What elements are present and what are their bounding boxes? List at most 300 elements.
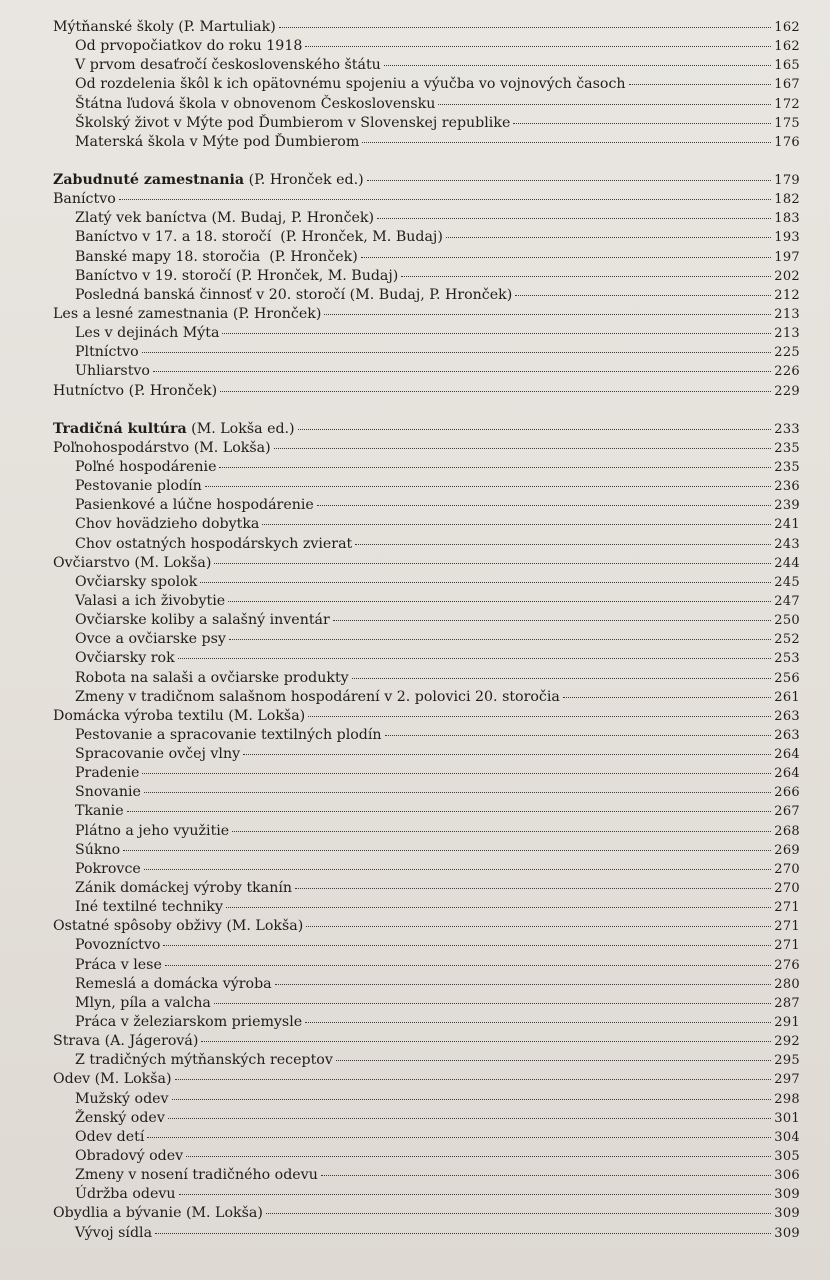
entry-heading: Poľné hospodárenie [75,458,217,475]
entry-heading: Ženský odev [75,1109,165,1126]
entry-title [75,1128,144,1147]
entry-title [75,841,120,860]
entry-title [75,1051,333,1070]
dot-leader [305,1022,771,1023]
entry-heading: Odev [53,1071,91,1088]
page-number: 305 [774,1149,800,1165]
entry-author: (M. Budaj, P. Hronček) [206,210,375,227]
toc-subentry [53,898,800,917]
entry-title [75,822,229,841]
toc-entry [53,707,800,726]
entry-heading: Pasienkové a lúčne hospodárenie [75,497,314,514]
entry-title [75,248,358,267]
toc-subentry [53,37,800,56]
dot-leader [367,180,772,181]
dot-leader [321,1175,771,1176]
dot-leader [153,371,771,372]
entry-heading: Ostatné spôsoby obživy [53,918,222,935]
toc-subentry [53,114,800,133]
entry-title [75,630,226,649]
toc-subentry [53,745,800,764]
entry-title [53,707,305,726]
page-number: 266 [774,785,800,801]
dot-leader [186,1156,771,1157]
entry-author: (P. Hronček) [260,248,358,265]
toc-section [53,18,800,152]
dot-leader [168,1118,771,1119]
entry-title [75,343,139,362]
page-number: 235 [774,459,800,475]
toc-subentry [53,956,800,975]
toc-subentry [53,1166,800,1185]
toc-subentry [53,1090,800,1109]
page-number: 202 [774,268,800,284]
entry-title [75,477,202,496]
dot-leader [324,314,771,315]
entry-title [75,879,292,898]
dot-leader [226,907,771,908]
page-number: 162 [774,39,800,55]
dot-leader [274,448,772,449]
dot-leader [266,1213,771,1214]
dot-leader [144,869,771,870]
entry-author: (P. Hronček) [124,382,218,399]
toc-subentry [53,860,800,879]
page-number: 197 [774,249,800,265]
entry-title [53,382,217,401]
page-number: 244 [774,555,800,571]
dot-leader [295,888,771,889]
entry-title [75,496,314,515]
part-heading: Zabudnuté zamestnania [53,171,245,188]
entry-heading: Školský život v Mýte pod Ďumbierom v Slovenskej republike [75,114,511,131]
entry-title [75,783,141,802]
page-number: 241 [774,517,800,533]
entry-heading: Posledná banská činnosť v 20. storočí [75,286,346,303]
page-number: 271 [774,900,800,916]
toc-subentry [53,1013,800,1032]
page-number: 239 [774,498,800,514]
page-number: 268 [774,823,800,839]
dot-leader [144,792,771,793]
dot-leader [142,352,772,353]
dot-leader [155,1233,771,1234]
toc-entry [53,1204,800,1223]
toc-subentry [53,841,800,860]
entry-title [75,286,512,305]
toc-subentry [53,1224,800,1243]
page-number: 306 [774,1168,800,1184]
page-number: 263 [774,708,800,724]
entry-heading: Od prvopočiatkov do roku 1918 [75,38,303,55]
entry-heading: Les v dejinách Mýta [75,325,220,342]
page-number: 247 [774,593,800,609]
entry-heading: Remeslá a domácka výroba [75,975,272,992]
entry-title [75,458,216,477]
page-number: 225 [774,345,800,361]
toc-subentry [53,228,800,247]
dot-leader [333,620,771,621]
toc-subentry [53,133,800,152]
entry-title [75,975,272,994]
page-number: 263 [774,727,800,743]
toc-subentry [53,286,800,305]
entry-heading: Pokrovce [75,860,141,877]
entry-heading: Materská škola v Mýte pod Ďumbierom [75,133,360,150]
dot-leader [178,658,772,659]
entry-author: (M. Lokša ed.) [186,420,295,437]
entry-title [75,1224,152,1243]
entry-title [75,994,211,1013]
toc-entry [53,1032,800,1051]
page-number: 229 [774,383,800,399]
toc-subentry [53,592,800,611]
entry-heading: V prvom desaťročí československého štátu [75,57,381,74]
entry-title [53,1032,198,1051]
page-number: 212 [774,287,800,303]
dot-leader [220,391,771,392]
toc-subentry [53,726,800,745]
dot-leader [308,716,771,717]
entry-heading: Valasi a ich živobytie [75,592,226,609]
toc-subentry [53,649,800,668]
toc-entry [53,1070,800,1089]
toc-subentry [53,477,800,496]
toc-subentry [53,822,800,841]
page-number: 167 [774,77,800,93]
toc-subentry [53,764,800,783]
page-number: 292 [774,1034,800,1050]
page-number: 298 [774,1091,800,1107]
page-number: 172 [774,96,800,112]
entry-heading: Ovčiarstvo [53,554,130,571]
entry-title [75,228,443,247]
entry-heading: Domácka výroba textilu [53,707,224,724]
entry-heading: Práca v železiarskom priemysle [75,1014,303,1031]
entry-heading: Ovčiarsky spolok [75,573,198,590]
entry-title [53,190,116,209]
page-number: 267 [774,804,800,820]
toc-subentry [53,267,800,286]
entry-title [53,439,271,458]
dot-leader [279,27,772,28]
entry-author: (M. Lokša) [189,439,271,456]
dot-leader [123,850,771,851]
page-number: 253 [774,651,800,667]
dot-leader [317,505,771,506]
dot-leader [214,1003,771,1004]
page-number: 291 [774,1015,800,1031]
entry-title [53,420,295,439]
entry-heading: Vývoj sídla [75,1224,153,1241]
page-number: 236 [774,479,800,495]
page-number: 270 [774,861,800,877]
entry-author: (M. Lokša) [129,554,212,571]
dot-leader [147,1137,771,1138]
toc-subentry [53,343,800,362]
entry-heading: Iné textilné techniky [75,899,224,916]
entry-author: (M. Lokša) [181,1205,263,1222]
dot-leader [163,945,771,946]
entry-title [75,75,626,94]
page-number: 264 [774,766,800,782]
dot-leader [306,926,771,927]
entry-heading: Obradový odev [75,1148,184,1165]
dot-leader [222,333,771,334]
page-number: 179 [774,172,800,188]
entry-title [75,209,374,228]
entry-title [53,917,303,936]
page-number: 193 [774,230,800,246]
entry-title [53,554,211,573]
toc-subentry [53,1147,800,1166]
toc-subentry [53,783,800,802]
dot-leader [142,773,771,774]
dot-leader [384,65,771,66]
dot-leader [172,1099,772,1100]
page-number: 276 [774,957,800,973]
toc-subentry [53,879,800,898]
toc-subentry [53,56,800,75]
entry-title [75,1147,183,1166]
entry-heading: Zmeny v nosení tradičného odevu [75,1167,318,1184]
page-number: 287 [774,995,800,1011]
entry-title [75,688,560,707]
dot-leader [175,1079,772,1080]
dot-leader [361,257,772,258]
dot-leader [377,218,771,219]
entry-heading: Strava [53,1033,101,1050]
entry-title [75,515,259,534]
entry-heading: Ovčiarsky rok [75,650,175,667]
page-number: 245 [774,574,800,590]
table-of-contents [53,18,800,1243]
entry-title [75,802,124,821]
entry-title [75,860,141,879]
entry-heading: Chov hovädzieho dobytka [75,516,260,533]
page-number: 250 [774,613,800,629]
toc-subentry [53,802,800,821]
entry-heading: Zlatý vek baníctva [75,210,207,227]
entry-author: (P. Martuliak) [173,19,276,35]
page-number: 297 [774,1072,800,1088]
page-number: 213 [774,326,800,342]
toc-subentry [53,611,800,630]
toc-entry [53,171,800,190]
page-number: 280 [774,976,800,992]
entry-title [75,1109,165,1128]
page-number: 175 [774,115,800,131]
entry-heading: Práca v lese [75,956,162,973]
dot-leader [275,984,772,985]
page-number: 233 [774,421,800,437]
entry-heading: Z tradičných mýtňanských receptov [75,1052,333,1069]
page-number: 256 [774,670,800,686]
page-number: 270 [774,881,800,897]
page-number: 264 [774,747,800,763]
entry-heading: Zánik domáckej výroby tkanín [75,880,293,897]
toc-subentry [53,515,800,534]
entry-heading: Odev detí [75,1128,145,1145]
entry-heading: Baníctvo v 19. storočí [75,267,232,284]
page-number: 271 [774,919,800,935]
dot-leader [127,811,772,812]
dot-leader [179,1194,772,1195]
page-number: 295 [774,1053,800,1069]
entry-heading: Hutníctvo [53,382,125,399]
dot-leader [119,199,772,200]
page-number: 271 [774,938,800,954]
entry-title [75,1166,318,1185]
page-number: 235 [774,440,800,456]
entry-heading: Údržba odevu [75,1186,176,1203]
entry-title [75,362,150,381]
entry-title [75,592,225,611]
entry-title [75,37,302,56]
entry-heading: Tkanie [75,803,124,820]
entry-title [75,649,175,668]
dot-leader [228,601,771,602]
toc-subentry [53,630,800,649]
dot-leader [205,486,771,487]
entry-title [53,1070,172,1089]
entry-heading: Spracovanie ovčej vlny [75,746,241,763]
entry-heading: Zmeny v tradičnom salašnom hospodárení v 2. polovici 20. storočia [75,688,560,705]
entry-heading: Pestovanie a spracovanie textilných plodín [75,726,382,743]
dot-leader [305,46,771,47]
toc-subentry [53,669,800,688]
toc-subentry [53,1051,800,1070]
toc-subentry [53,1128,800,1147]
entry-heading: Ovce a ovčiarske psy [75,631,226,648]
entry-title [75,726,382,745]
entry-title [75,745,240,764]
entry-title [75,936,160,955]
page-number: 261 [774,689,800,705]
dot-leader [243,754,771,755]
toc-subentry [53,535,800,554]
toc-subentry [53,994,800,1013]
entry-title [75,764,139,783]
dot-leader [229,639,771,640]
entry-heading: Plátno a jeho využitie [75,822,230,839]
dot-leader [515,295,771,296]
toc-subentry [53,1109,800,1128]
page-number: 183 [774,211,800,227]
page-number: 182 [774,192,800,208]
entry-heading: Uhliarstvo [75,363,150,380]
entry-title [53,18,276,37]
dot-leader [201,1041,771,1042]
entry-heading: Ovčiarske koliby a salašný inventár [75,612,330,629]
toc-subentry [53,496,800,515]
toc-subentry [53,248,800,267]
entry-title [75,956,162,975]
entry-heading: Banské mapy 18. storočia [75,248,261,265]
toc-subentry [53,975,800,994]
entry-title [75,114,510,133]
entry-heading: Chov ostatných hospodárskych zvierat [75,535,353,552]
dot-leader [513,123,771,124]
dot-leader [262,524,771,525]
entry-author: (A. Jágerová) [100,1033,199,1050]
toc-entry [53,190,800,209]
entry-title [75,898,223,917]
entry-heading: Pltníctvo [75,344,139,361]
entry-heading: Pestovanie plodín [75,478,202,495]
dot-leader [165,965,771,966]
dot-leader [352,678,772,679]
part-heading: Tradičná kultúra [53,420,187,437]
toc-entry [53,554,800,573]
dot-leader [385,735,772,736]
dot-leader [355,544,771,545]
entry-heading: Štátna ľudová škola v obnovenom Československu [75,95,436,112]
page-number: 213 [774,306,800,322]
entry-heading: Poľnohospodárstvo [53,439,190,456]
toc-section [53,420,800,1243]
entry-title [53,1204,263,1223]
entry-title [75,267,398,286]
page-number: 309 [774,1187,800,1203]
dot-leader [200,582,771,583]
entry-title [75,56,381,75]
entry-author: (P. Hronček ed.) [244,171,364,188]
toc-entry [53,382,800,401]
entry-heading: Baníctvo [53,191,116,208]
entry-title [75,611,330,630]
dot-leader [232,831,771,832]
page-number: 226 [774,364,800,380]
entry-heading: Robota na salaši a ovčiarske produkty [75,669,349,686]
page-number: 309 [774,1225,800,1241]
page-number: 309 [774,1206,800,1222]
page-number: 176 [774,134,800,150]
page-number: 304 [774,1129,800,1145]
entry-author: (M. Lokša) [223,707,306,724]
dot-leader [629,84,772,85]
toc-entry [53,18,800,37]
dot-leader [446,237,771,238]
entry-author: (P. Hronček, M. Budaj) [271,229,443,246]
toc-subentry [53,75,800,94]
entry-heading: Pradenie [75,765,140,782]
toc-section [53,171,800,401]
page-number: 243 [774,536,800,552]
entry-heading: Povozníctvo [75,937,161,954]
dot-leader [438,104,771,105]
toc-subentry [53,95,800,114]
toc-subentry [53,362,800,381]
toc-subentry [53,458,800,477]
dot-leader [214,563,771,564]
entry-heading: Mužský odev [75,1090,169,1107]
entry-title [75,535,352,554]
dot-leader [401,276,771,277]
entry-title [75,95,435,114]
entry-heading: Mlyn, píla a valcha [75,994,211,1011]
entry-heading: Obydlia a bývanie [53,1205,182,1222]
entry-title [53,171,364,190]
page-number: 252 [774,632,800,648]
toc-entry [53,917,800,936]
entry-title [75,324,219,343]
dot-leader [298,429,772,430]
entry-title [75,133,359,152]
toc-entry [53,439,800,458]
entry-heading: Od rozdelenia škôl k ich opätovnému spojeniu a výučba vo vojnových časoch [75,76,626,93]
toc-subentry [53,936,800,955]
